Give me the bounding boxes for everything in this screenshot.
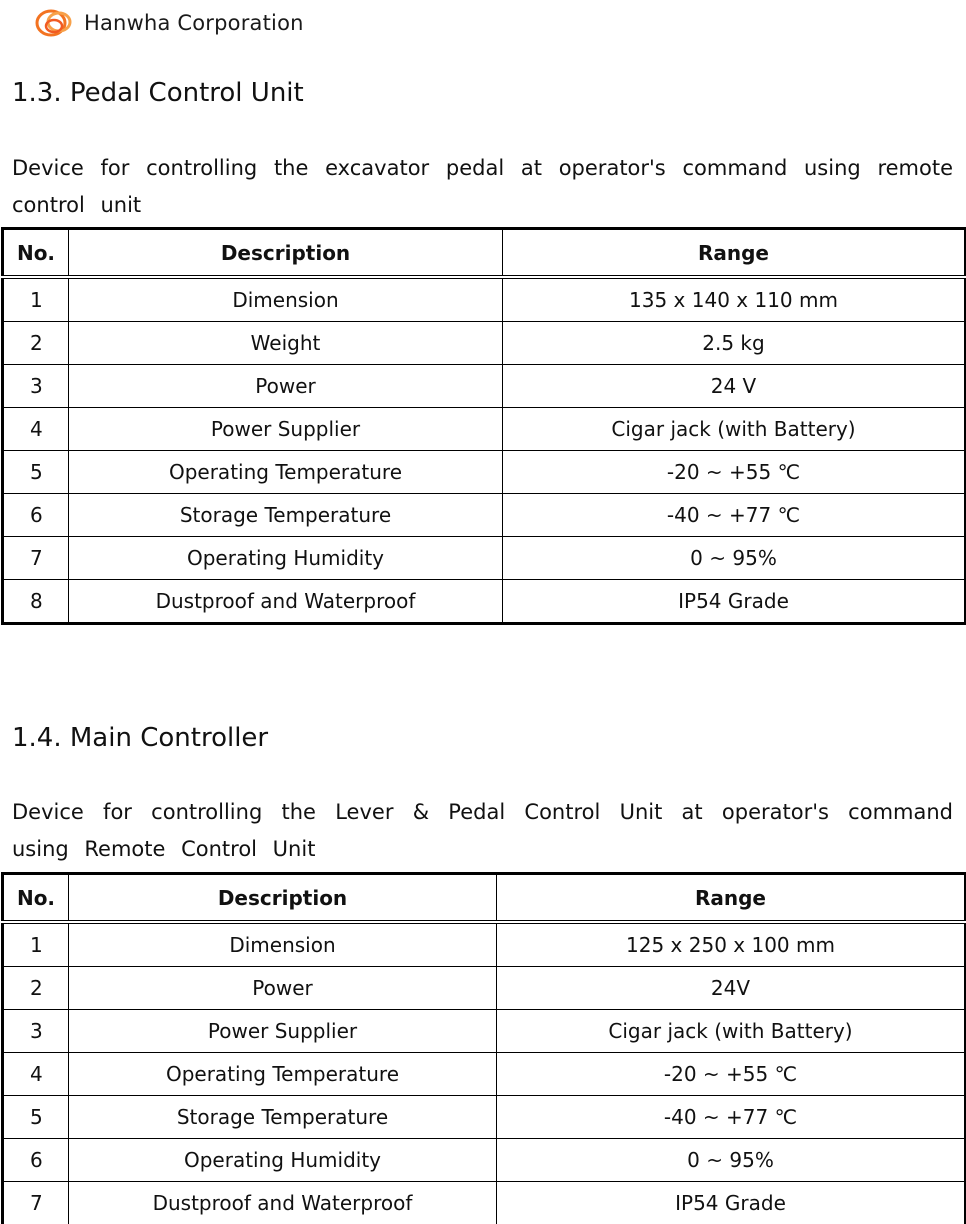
table-row [3, 1053, 966, 1096]
row-number: 6 [3, 494, 69, 537]
row-range: -20 ~ +55 ℃ [497, 1053, 966, 1096]
row-description: Dustproof and Waterproof [69, 1182, 497, 1224]
row-number: 6 [3, 1139, 69, 1182]
table-row [3, 967, 966, 1010]
row-description: Power Supplier [69, 408, 503, 451]
table-row [3, 408, 966, 451]
row-description: Power [69, 365, 503, 408]
row-description: Operating Temperature [69, 451, 503, 494]
column-header-no: No. [3, 229, 69, 278]
row-range: Cigar jack (with Battery) [497, 1010, 966, 1053]
row-range: 0 ~ 95% [497, 1139, 966, 1182]
table-row [3, 322, 966, 365]
row-range: 135 x 140 x 110 mm [503, 277, 966, 322]
column-header-range: Range [503, 229, 966, 278]
section-title-pedal-control-unit: 1.3. Pedal Control Unit [12, 78, 304, 108]
column-header-description: Description [69, 874, 497, 923]
row-range: IP54 Grade [503, 580, 966, 624]
row-range: IP54 Grade [497, 1182, 966, 1224]
table-row [3, 1010, 966, 1053]
table-row [3, 922, 966, 967]
hanwha-logo-icon [34, 4, 78, 42]
row-range: -40 ~ +77 ℃ [497, 1096, 966, 1139]
section-description-pedal-control-unit: Device for controlling the excavator pedal at operator's command using remote control unit [12, 150, 953, 224]
row-description: Power Supplier [69, 1010, 497, 1053]
row-range: -40 ~ +77 ℃ [503, 494, 966, 537]
row-description: Storage Temperature [69, 494, 503, 537]
row-range: 0 ~ 95% [503, 537, 966, 580]
column-header-no: No. [3, 874, 69, 923]
row-range: Cigar jack (with Battery) [503, 408, 966, 451]
row-range: -20 ~ +55 ℃ [503, 451, 966, 494]
table-row [3, 365, 966, 408]
row-description: Dimension [69, 277, 503, 322]
table-row [3, 1182, 966, 1224]
row-number: 5 [3, 1096, 69, 1139]
table-row [3, 494, 966, 537]
table-header-row [3, 874, 966, 923]
column-header-description: Description [69, 229, 503, 278]
row-number: 7 [3, 537, 69, 580]
main-controller-spec-table [1, 872, 966, 1224]
section-title-main-controller: 1.4. Main Controller [12, 723, 268, 753]
pedal-control-unit-spec-table [1, 227, 966, 625]
row-number: 5 [3, 451, 69, 494]
row-number: 1 [3, 277, 69, 322]
table-row [3, 1139, 966, 1182]
table-row [3, 537, 966, 580]
row-description: Operating Humidity [69, 1139, 497, 1182]
column-header-range: Range [497, 874, 966, 923]
row-description: Power [69, 967, 497, 1010]
row-number: 2 [3, 967, 69, 1010]
row-range: 24 V [503, 365, 966, 408]
table-header-row [3, 229, 966, 278]
row-description: Dimension [69, 922, 497, 967]
row-number: 3 [3, 365, 69, 408]
row-description: Operating Humidity [69, 537, 503, 580]
row-range: 24V [497, 967, 966, 1010]
table-row [3, 451, 966, 494]
table-row [3, 580, 966, 624]
section-description-main-controller: Device for controlling the Lever & Pedal Control Unit at operator's command using Remote Control Unit [12, 794, 953, 868]
row-number: 7 [3, 1182, 69, 1224]
row-number: 4 [3, 408, 69, 451]
row-description: Operating Temperature [69, 1053, 497, 1096]
table-row [3, 277, 966, 322]
row-description: Dustproof and Waterproof [69, 580, 503, 624]
row-number: 2 [3, 322, 69, 365]
logo-text: Hanwha Corporation [84, 11, 304, 35]
row-number: 3 [3, 1010, 69, 1053]
row-description: Storage Temperature [69, 1096, 497, 1139]
row-number: 1 [3, 922, 69, 967]
table-row [3, 1096, 966, 1139]
row-range: 2.5 kg [503, 322, 966, 365]
row-description: Weight [69, 322, 503, 365]
row-number: 4 [3, 1053, 69, 1096]
row-range: 125 x 250 x 100 mm [497, 922, 966, 967]
row-number: 8 [3, 580, 69, 624]
company-logo [34, 4, 304, 42]
